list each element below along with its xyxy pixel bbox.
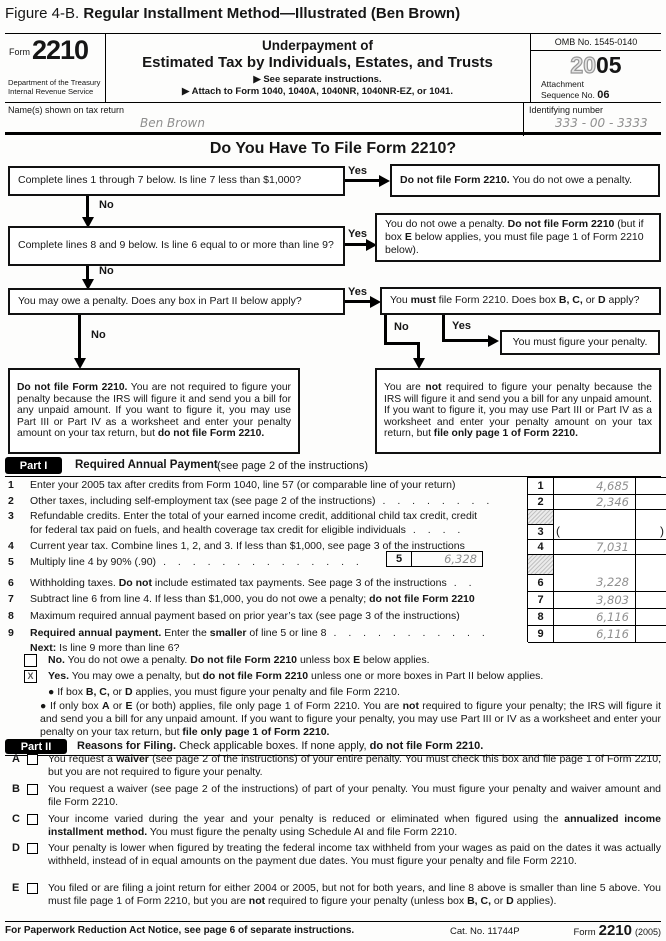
bullet1-row [48, 686, 400, 698]
arrow-line-no-4a [384, 315, 387, 345]
flowchart-q3-text: You may owe a penalty. Does any box in Part II below apply? [18, 294, 302, 307]
reason-b-letter: B [12, 783, 20, 795]
flowchart-bottom-left-text: Do not file Form 2210. You are not required to figure your penalty because the IRS will figure it and send you a bill for any unpaid amount. If you want to figure it, you may use Part III or Part IV as a worksheet and enter your penalty amount on your tax return, but do not file Form 2210. [17, 382, 291, 440]
name-label: Name(s) shown on tax return [8, 105, 125, 115]
line9-row [8, 627, 489, 639]
flowchart-figure-penalty-box [500, 330, 660, 355]
row7-line-number-cell: 7 [528, 592, 554, 609]
form-number: 2210 [32, 35, 89, 65]
reason-c-letter: C [12, 813, 20, 825]
line9-cents-cell [636, 626, 666, 643]
no-option-text: No. You do not owe a penalty. Do not file Form 2210 unless box E below applies. [48, 654, 430, 667]
arrow-line-yes-4a [442, 315, 445, 342]
reason-item-d [0, 842, 666, 881]
line5-amount-field[interactable]: 6,328 [444, 552, 477, 566]
footer-form-year: (2005) [634, 927, 661, 937]
reason-item-e [0, 882, 666, 921]
line8-text: Maximum required annual payment based on prior year’s tax (see page 3 of the instructions) [30, 610, 460, 622]
flowchart-a3-box [380, 287, 661, 315]
row3-line-number-cell: 3 [528, 525, 554, 540]
sequence-label: Sequence No. [541, 90, 598, 100]
line5-row [8, 556, 363, 568]
no-label-4: No [394, 321, 409, 333]
row5-shaded-cell [528, 555, 554, 575]
arrow-line-yes-3 [345, 300, 372, 303]
flowchart-bottom-right-box [375, 368, 661, 454]
line3-row-cont [30, 524, 465, 536]
footer-form-word: Form [573, 927, 596, 938]
omb-number: OMB No. 1545-0140 [554, 37, 638, 47]
figure-prefix: Figure 4-B. [5, 5, 80, 22]
line3-text-b: for federal tax paid on fuels, and health coverage tax credit for eligible individuals [30, 524, 406, 536]
part2-tab: Part II [5, 739, 67, 754]
dept-treasury [8, 78, 100, 97]
dept-line1: Department of the Treasury [8, 78, 101, 87]
paperwork-notice: For Paperwork Reduction Act Notice, see page 6 of separate instructions. [5, 925, 355, 936]
footer-form-id [573, 922, 661, 939]
line2-row [8, 495, 494, 507]
line2-number: 2 [8, 495, 14, 507]
yes-label-4: Yes [452, 320, 471, 332]
line9-number: 9 [8, 627, 14, 639]
omb-divider [531, 50, 661, 51]
form-header [5, 33, 661, 102]
footer-form-number: 2210 [598, 922, 632, 939]
form-title-line2: Estimated Tax by Individuals, Estates, and Trusts [142, 54, 493, 71]
reason-item-b [0, 783, 666, 809]
bullet2-text: ● If only box A or E (or both) applies, file only page 1 of Form 2210. You are not required to figure your penalty; the IRS will figure it and send you a bill for any unpaid amount. If you want to figure your penalty, you may use Part III or IV as a worksheet and enter your penalty on your tax return, but file only page 1 of Form 2210. [40, 700, 661, 738]
reason-b-text-content: You request a waiver (see page 2 of the instructions) of part of your penalty. You must figure your penalty and waiver amount and file Form 2210. [48, 783, 661, 808]
arrow-line-no-2 [86, 266, 89, 280]
no-option-row [24, 654, 430, 667]
reason-a-checkbox[interactable] [27, 754, 38, 765]
row8-line-number-cell: 8 [528, 609, 554, 626]
bullet2-row [40, 700, 661, 739]
attachment-label: Attachment [541, 79, 584, 89]
line8-number: 8 [8, 610, 14, 622]
line3-number: 3 [8, 510, 14, 522]
line6-dot-leader: . . [453, 577, 476, 589]
bullet1-text: ● If box B, C, or D applies, you must figure your penalty and file Form 2210. [48, 686, 400, 698]
yes-label-1: Yes [348, 165, 367, 177]
line3-amount-field[interactable]: ( [554, 510, 636, 540]
line1-amount-field[interactable]: 4,685 [554, 478, 636, 495]
tax-year [531, 52, 661, 79]
flowchart-figure-penalty-text: You must figure your penalty. [512, 335, 648, 348]
next-question [30, 642, 179, 654]
reason-d-checkbox[interactable] [27, 843, 38, 854]
line9-text: Required annual payment. Enter the smaller of line 5 or line 8 [30, 627, 327, 639]
no-label-2: No [99, 265, 114, 277]
line1-number: 1 [8, 479, 14, 491]
arrow-line-no-1 [86, 196, 89, 218]
line8-cents-cell [636, 609, 666, 626]
reason-item-a [0, 753, 666, 779]
next-question-text: Next: Is line 9 more than line 6? [30, 642, 180, 654]
arrow-line-yes-1 [345, 179, 380, 182]
sequence-value: 06 [597, 89, 610, 101]
form-word: Form [9, 47, 30, 57]
line6-text: Withholding taxes. Do not include estimated tax payments. See page 3 of the instructions [30, 577, 447, 589]
line2-text: Other taxes, including self-employment tax (see page 2 of the instructions) [30, 495, 376, 507]
line4-amount-field[interactable]: 7,031 [554, 540, 636, 555]
yes-option-row [24, 670, 543, 683]
attach-note: ▶ Attach to Form 1040, 1040A, 1040NR, 1040NR-EZ, or 1041. [182, 86, 453, 97]
reason-a-text-content: You request a waiver (see page 2 of the instructions) of your entire penalty. You must check this box and file page 1 of Form 2210, but you are not required to figure your penalty. [48, 753, 661, 778]
reason-c-text [48, 813, 661, 839]
flowchart-q1-text: Complete lines 1 through 7 below. Is line 7 less than $1,000? [18, 174, 302, 187]
line5-entry-box [386, 551, 483, 567]
identifying-number-label: Identifying number [529, 105, 604, 115]
tax-year-outline: 20 [570, 52, 596, 78]
flowchart-q3-box [8, 288, 345, 315]
row1-line-number-cell: 1 [528, 478, 554, 495]
reason-e-text-content: You filed or are filing a joint return for either 2004 or 2005, but not for both years, and line 8 above is smaller than line 5 above. You must file page 1 of Form 2210, but you are not required to figure your penalty (unless box B, C, or D applies). [48, 882, 661, 907]
line9-dot-leader: . . . . . . . . . . . [333, 627, 490, 639]
line3-row [8, 510, 477, 522]
figure-title: Regular Installment Method—Illustrated (Ben Brown) [79, 5, 461, 22]
line6-number: 6 [8, 577, 14, 589]
line3-dot-leader: . . . . [412, 524, 465, 536]
line9-amount-field[interactable]: 6,116 [554, 626, 636, 643]
reason-a-text [48, 753, 661, 779]
line6-row [8, 577, 476, 589]
part1-tab: Part I [5, 457, 62, 474]
line5-dot-leader: . . . . . . . . . . . . . . [163, 556, 364, 568]
part2-heading-text: Reasons for Filing. Check applicable boxes. If none apply, do not file Form 2210. [77, 740, 484, 752]
row9-line-number-cell: 9 [528, 626, 554, 643]
arrow-line-no-4b [384, 342, 420, 345]
reason-b-text [48, 783, 661, 809]
footer-rule [5, 921, 661, 922]
line7-cents-cell [636, 592, 666, 609]
name-row-divider [523, 103, 524, 136]
tax-year-bold: 05 [596, 52, 622, 78]
yes-option-text: Yes. You may owe a penalty, but do not file Form 2210 unless one or more boxes in Part II below applies. [48, 670, 544, 683]
line7-number: 7 [8, 593, 14, 605]
flowchart-a3-text: You must file Form 2210. Does box B, C, or D apply? [390, 294, 640, 307]
row4-line-number-cell: 4 [528, 540, 554, 555]
name-field[interactable]: Ben Brown [140, 116, 205, 130]
flowchart-bottom-right-text: You are not required to figure your penalty because the IRS will figure it and send you a bill for any unpaid amount. If you want to figure it, you may use Part III or Part IV as a worksheet and enter your penalty amount on your tax return, but file only page 1 of Form 2210. [384, 382, 652, 440]
reason-d-letter: D [12, 842, 20, 854]
no-checkbox[interactable] [24, 654, 37, 667]
line7-row [8, 593, 475, 605]
line1-row [8, 479, 455, 491]
line6-cents-cell [636, 555, 666, 592]
row6-line-number-cell: 6 [528, 575, 554, 592]
reason-d-text-content: Your penalty is lower when figured by treating the federal income tax withheld from your wages as paid on the dates it was actually withheld, instead of in equal amounts on the payment due dates. You must figure your penalty and file Form 2210. [48, 842, 661, 867]
flowchart [0, 136, 666, 456]
identifying-number-field[interactable]: 333 - 00 - 3333 [555, 116, 648, 130]
no-label-1: No [99, 199, 114, 211]
line3-cents-cell: ) [636, 510, 666, 540]
line2-amount-field[interactable]: 2,346 [554, 495, 636, 510]
flowchart-a1-box [390, 164, 660, 197]
reason-e-checkbox[interactable] [27, 883, 38, 894]
no-label-3: No [91, 329, 106, 341]
part1-heading: Required Annual Payment [75, 459, 218, 471]
reason-b-checkbox[interactable] [27, 784, 38, 795]
line6-amount-field[interactable]: 3,228 [554, 555, 636, 592]
line8-row [8, 610, 460, 622]
figure-caption [5, 5, 460, 22]
part2-heading [77, 740, 483, 752]
catalog-number: Cat. No. 11744P [450, 926, 520, 937]
reason-c-text-content: Your income varied during the year and your penalty is reduced or eliminated when figured using the annualized income installment method. You must figure the penalty using Schedule AI and file Form 2210. [48, 813, 661, 838]
arrow-right-icon-4 [488, 335, 499, 347]
line7-text: Subtract line 6 from line 4. If less than $1,000, you do not owe a penalty; do not file Form 2210 [30, 593, 475, 605]
flowchart-a1-text: Do not file Form 2210. You do not owe a penalty. [400, 173, 633, 186]
row3-shaded-cell [528, 510, 554, 525]
reason-d-text [48, 842, 661, 868]
arrow-right-icon-1 [379, 175, 390, 187]
flowchart-a2-text: You do not owe a penalty. Do not file Form 2210 (but if box E below applies, you must file page 1 of Form 2210 below). [385, 217, 644, 257]
reason-e-letter: E [12, 882, 20, 894]
line2-cents-cell [636, 495, 666, 510]
row2-line-number-cell: 2 [528, 495, 554, 510]
reason-c-checkbox[interactable] [27, 814, 38, 825]
line1-text: Enter your 2005 tax after credits from Form 1040, line 57 (or comparable line of your return) [30, 479, 456, 491]
see-instructions-note: ▶ See separate instructions. [253, 74, 382, 85]
line2-dot-leader: . . . . . . . . [382, 495, 494, 507]
reason-e-text [48, 882, 661, 908]
part1-subheading: (see page 2 of the instructions) [217, 460, 369, 472]
flowchart-title: Do You Have To File Form 2210? [209, 140, 457, 157]
line5-box-number: 5 [387, 552, 412, 566]
yes-label-2: Yes [348, 228, 367, 240]
line4-number: 4 [8, 540, 14, 552]
name-row [5, 102, 661, 135]
yes-checkbox[interactable]: X [24, 670, 37, 683]
reason-a-letter: A [12, 753, 20, 765]
yes-label-3: Yes [348, 286, 367, 298]
flowchart-bottom-left-box [8, 368, 300, 454]
line8-amount-field[interactable]: 6,116 [554, 609, 636, 626]
flowchart-q2-text: Complete lines 8 and 9 below. Is line 6 equal to or more than line 9? [18, 239, 334, 252]
part1-amount-table [527, 477, 666, 642]
form-title-line1: Underpayment of [261, 38, 373, 53]
line7-amount-field[interactable]: 3,803 [554, 592, 636, 609]
line4-cents-cell [636, 540, 666, 555]
arrow-line-no-3 [78, 315, 81, 360]
part1-header-bar [5, 457, 661, 477]
sequence-number [541, 89, 609, 101]
line3-text-a: Refundable credits. Enter the total of your earned income credit, additional child tax credit, credit [30, 510, 478, 522]
line5-text: Multiply line 4 by 90% (.90) [30, 556, 157, 568]
line5-number: 5 [8, 556, 14, 568]
flowchart-q2-box [8, 226, 345, 266]
dept-line2: Internal Revenue Service [8, 87, 94, 97]
arrow-line-yes-2 [345, 243, 368, 246]
flowchart-a2-box [375, 213, 661, 262]
flowchart-q1-box [8, 166, 345, 196]
reason-item-c [0, 813, 666, 839]
arrow-line-yes-4b [442, 339, 490, 342]
line1-cents-cell [636, 478, 666, 495]
line4-text: Current year tax. Combine lines 1, 2, and 3. If less than $1,000, see page 3 of the instructions [30, 540, 465, 552]
